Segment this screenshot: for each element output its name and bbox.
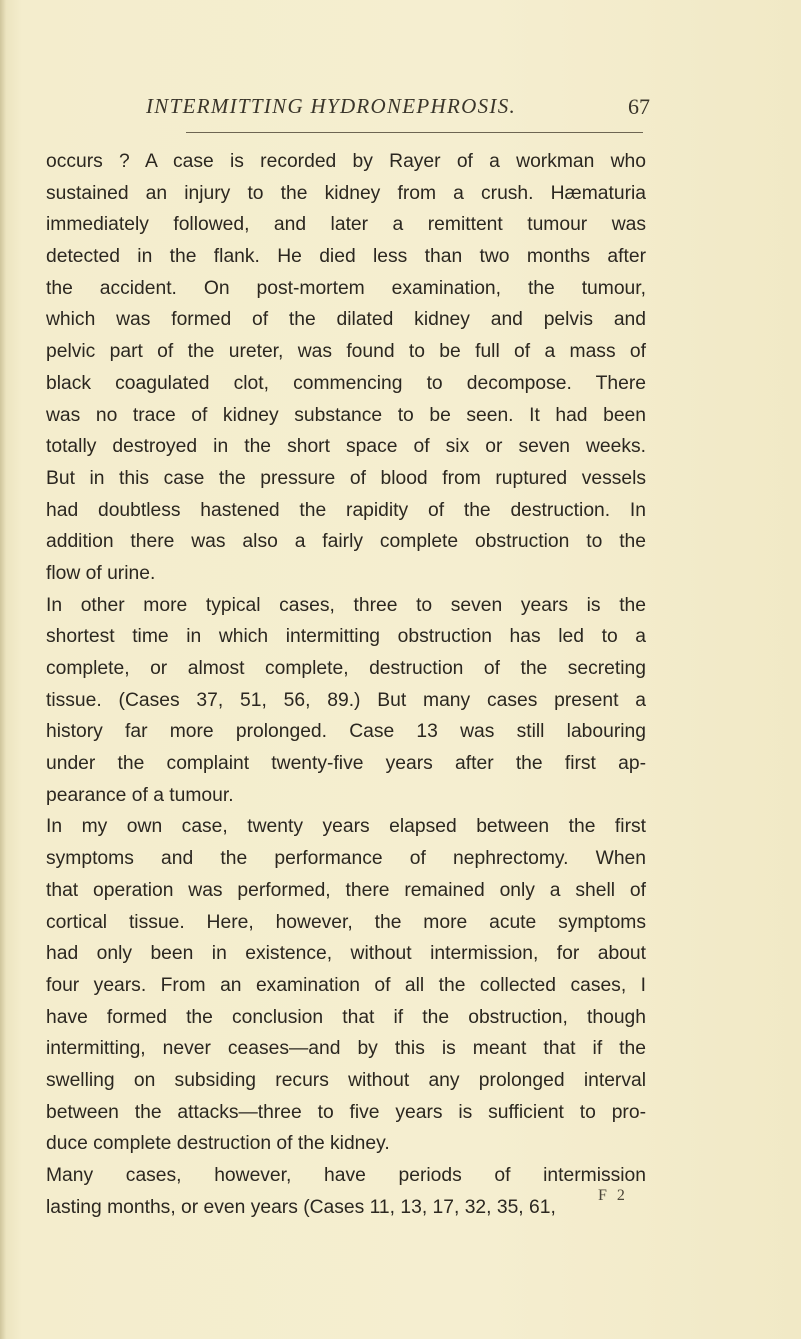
text-line: In other more typical cases, three to seven years is the [46, 594, 646, 616]
text-line: symptoms and the performance of nephrectomy. When [46, 848, 646, 870]
text-line: swelling on subsiding recurs without any prolonged interval [46, 1069, 646, 1091]
text-line: intermitting, never ceases—and by this is meant that if the [46, 1038, 646, 1060]
paragraph [46, 1160, 646, 1223]
text-line: cortical tissue. Here, however, the more acute symptoms [46, 911, 646, 933]
text-line: lasting months, or even years (Cases 11, 13, 17, 32, 35, 61, [46, 1196, 556, 1218]
text-line: immediately followed, and later a remittent tumour was [46, 214, 646, 236]
text-line: black coagulated clot, commencing to decompose. There [46, 372, 646, 394]
body-text [46, 146, 646, 1223]
page-number: 67 [628, 94, 650, 119]
text-line: have formed the conclusion that if the obstruction, though [46, 1006, 646, 1028]
text-line: tissue. (Cases 37, 51, 56, 89.) But many cases present a [46, 689, 646, 711]
text-line: the accident. On post-mortem examination, the tumour, [46, 277, 646, 299]
text-line: addition there was also a fairly complete obstruction to the [46, 531, 646, 553]
text-line: had only been in existence, without intermission, for about [46, 943, 646, 965]
page-gutter-edge [0, 0, 6, 1339]
text-line: had doubtless hastened the rapidity of the destruction. In [46, 499, 646, 521]
text-line: shortest time in which intermitting obstruction has led to a [46, 626, 646, 648]
text-line: flow of urine. [46, 562, 156, 584]
text-line: duce complete destruction of the kidney. [46, 1133, 390, 1155]
text-line: Many cases, however, have periods of intermission [46, 1165, 646, 1186]
text-line: totally destroyed in the short space of six or seven weeks. [46, 436, 646, 458]
text-line: between the attacks—three to five years is sufficient to pro- [46, 1101, 646, 1123]
text-line: which was formed of the dilated kidney and pelvis and [46, 309, 646, 331]
running-title: INTERMITTING HYDRONEPHROSIS. [146, 94, 517, 118]
paragraph [46, 146, 646, 590]
signature-mark: F 2 [598, 1187, 628, 1204]
text-line: pelvic part of the ureter, was found to be full of a mass of [46, 341, 646, 363]
text-line: detected in the flank. He died less than two months after [46, 246, 646, 268]
text-line: pearance of a tumour. [46, 784, 234, 806]
header-rule [186, 132, 643, 133]
text-line: But in this case the pressure of blood from ruptured vessels [46, 467, 646, 489]
text-line: In my own case, twenty years elapsed between the first [46, 816, 646, 838]
text-line: occurs ? A case is recorded by Rayer of a workman who [46, 151, 646, 172]
running-head [0, 94, 801, 124]
text-line: under the complaint twenty-five years after the first ap- [46, 753, 646, 775]
paragraph [46, 811, 646, 1160]
text-line: sustained an injury to the kidney from a crush. Hæmaturia [46, 182, 646, 204]
text-line: was no trace of kidney substance to be seen. It had been [46, 404, 646, 426]
text-line: complete, or almost complete, destruction of the secreting [46, 658, 646, 679]
text-line: that operation was performed, there remained only a shell of [46, 879, 646, 901]
text-line: history far more prolonged. Case 13 was still labouring [46, 721, 646, 743]
paragraph [46, 590, 646, 812]
text-line: four years. From an examination of all the collected cases, I [46, 974, 646, 996]
